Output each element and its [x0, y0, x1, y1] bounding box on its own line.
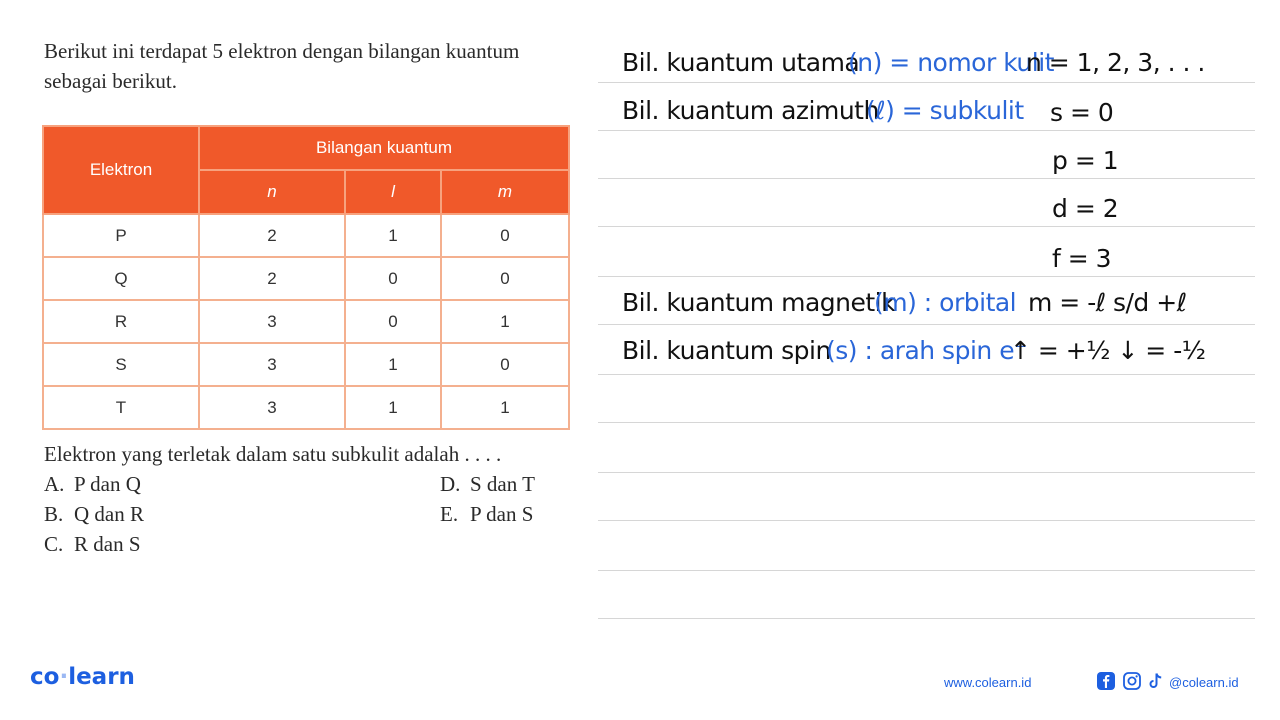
logo-part-learn: learn: [68, 664, 135, 690]
header-bilangan-kuantum: Bilangan kuantum: [199, 126, 569, 170]
note-utama-def: (n) = nomor kulit: [848, 48, 1054, 77]
header-elektron: Elektron: [43, 126, 199, 214]
rule-line: [598, 618, 1255, 619]
cell-m: 0: [441, 257, 569, 300]
note-utama-label: Bil. kuantum utama: [622, 48, 860, 77]
cell-elektron: T: [43, 386, 199, 429]
cell-elektron: R: [43, 300, 199, 343]
cell-l: 1: [345, 214, 441, 257]
rule-line: [598, 130, 1255, 131]
instagram-icon[interactable]: [1122, 671, 1142, 691]
rule-line: [598, 276, 1255, 277]
note-d-value: d = 2: [1052, 194, 1119, 223]
note-f-value: f = 3: [1052, 244, 1112, 273]
table-row: [43, 386, 569, 429]
colearn-logo: [30, 664, 135, 690]
note-spin-values: ↑ = +½ ↓ = -½: [1010, 336, 1206, 365]
note-magnetik-values: m = -ℓ s/d +ℓ: [1028, 288, 1187, 317]
cell-l: 1: [345, 386, 441, 429]
note-azimuth-def: (ℓ) = subkulit: [866, 96, 1024, 125]
note-spin-def: (s) : arah spin e⁻: [826, 336, 1027, 365]
rule-line: [598, 472, 1255, 473]
note-magnetik-def: (m) : orbital: [874, 288, 1017, 317]
option-text: R dan S: [74, 532, 141, 556]
option-text: P dan S: [470, 502, 534, 526]
cell-n: 2: [199, 257, 345, 300]
cell-n: 3: [199, 386, 345, 429]
cell-elektron: S: [43, 343, 199, 386]
table-row: [43, 343, 569, 386]
option-text: P dan Q: [74, 472, 141, 496]
rule-line: [598, 520, 1255, 521]
note-azimuth-label: Bil. kuantum azimuth: [622, 96, 879, 125]
rule-line: [598, 178, 1255, 179]
cell-l: 0: [345, 300, 441, 343]
note-p-value: p = 1: [1052, 146, 1119, 175]
cell-n: 2: [199, 214, 345, 257]
rule-line: [598, 324, 1255, 325]
cell-n: 3: [199, 343, 345, 386]
option-e[interactable]: [440, 502, 533, 527]
rule-line: [598, 422, 1255, 423]
cell-m: 1: [441, 300, 569, 343]
option-letter: E.: [440, 502, 459, 526]
cell-n: 3: [199, 300, 345, 343]
cell-l: 1: [345, 343, 441, 386]
tiktok-icon[interactable]: [1146, 671, 1166, 691]
quantum-number-table: [42, 125, 570, 430]
question-prompt: Elektron yang terletak dalam satu subkulit adalah . . . .: [44, 442, 502, 466]
cell-m: 0: [441, 343, 569, 386]
rule-line: [598, 226, 1255, 227]
rule-line: [598, 374, 1255, 375]
option-b[interactable]: [44, 502, 144, 527]
option-text: S dan T: [470, 472, 535, 496]
cell-elektron: Q: [43, 257, 199, 300]
rule-line: [598, 570, 1255, 571]
logo-part-co: co: [30, 664, 60, 690]
option-c[interactable]: [44, 532, 141, 557]
option-letter: C.: [44, 532, 64, 556]
note-utama-values: n = 1, 2, 3, . . .: [1026, 48, 1205, 77]
cell-m: 1: [441, 386, 569, 429]
option-letter: A.: [44, 472, 65, 496]
header-m: m: [441, 170, 569, 214]
note-spin-label: Bil. kuantum spin: [622, 336, 831, 365]
cell-l: 0: [345, 257, 441, 300]
header-l: l: [345, 170, 441, 214]
option-letter: D.: [440, 472, 461, 496]
rule-line: [598, 82, 1255, 83]
option-d[interactable]: [440, 472, 535, 497]
cell-m: 0: [441, 214, 569, 257]
option-letter: B.: [44, 502, 64, 526]
header-n: n: [199, 170, 345, 214]
cell-elektron: P: [43, 214, 199, 257]
social-handle[interactable]: @colearn.id: [1169, 675, 1239, 690]
question-intro: Berikut ini terdapat 5 elektron dengan bilangan kuantum sebagai berikut.: [44, 39, 520, 93]
logo-dot: ·: [59, 664, 69, 690]
table-row: [43, 214, 569, 257]
note-s-value: s = 0: [1050, 98, 1114, 127]
table-row: [43, 300, 569, 343]
option-a[interactable]: [44, 472, 141, 497]
note-magnetik-label: Bil. kuantum magnetik: [622, 288, 896, 317]
facebook-icon[interactable]: [1096, 671, 1116, 691]
table-row: [43, 257, 569, 300]
website-link[interactable]: www.colearn.id: [944, 675, 1032, 690]
option-text: Q dan R: [74, 502, 144, 526]
